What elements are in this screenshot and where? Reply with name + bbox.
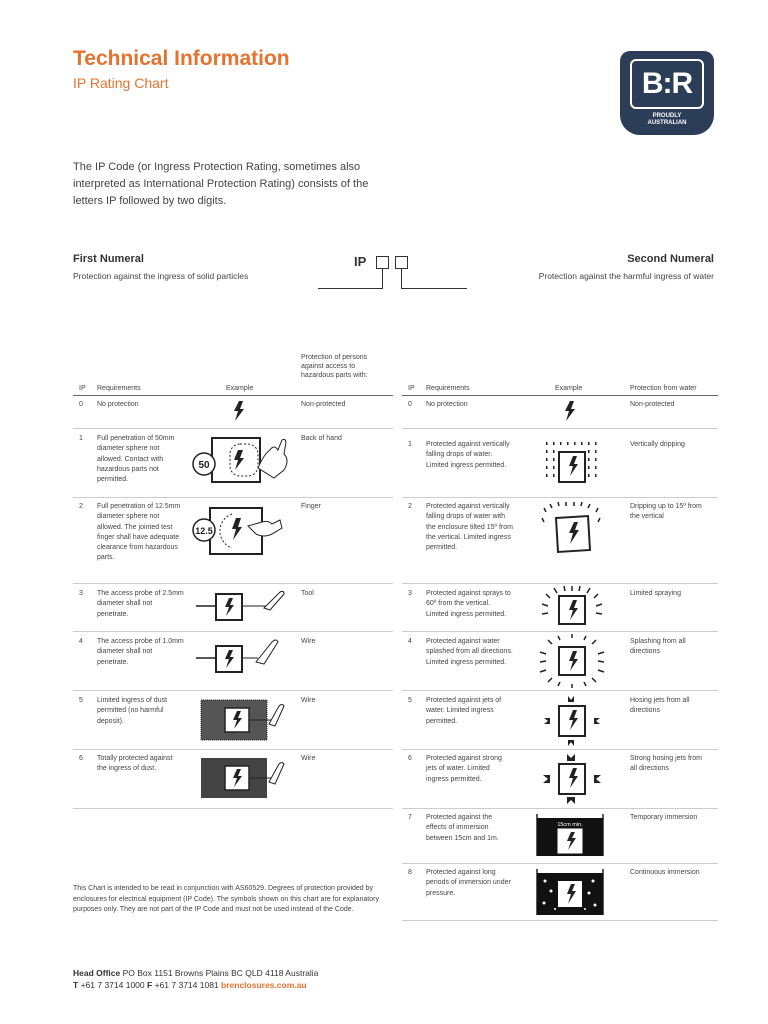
phone-number: +61 7 3714 1000 [80, 980, 145, 990]
right-row-0-ip: 0 [408, 401, 412, 408]
right-col-example-header: Example [555, 385, 583, 392]
right-row-3-ip: 3 [408, 590, 412, 597]
finger-12-5mm-probe-icon [192, 502, 292, 562]
left-row-divider [73, 428, 393, 429]
left-row-2-protection: Finger [301, 503, 321, 510]
left-row-0-ip: 0 [79, 401, 83, 408]
second-numeral-heading: Second Numeral [627, 253, 714, 265]
sphere-50-label: 50 [198, 460, 210, 471]
logo-mark: B:R [641, 67, 693, 100]
left-row-5-requirements: Limited ingress of dust permitted (no harmful deposit). [97, 697, 168, 725]
right-row-3-protection: Limited spraying [630, 590, 681, 597]
right-col-requirements-header: Requirements [426, 385, 470, 392]
right-row-8-ip: 8 [408, 869, 412, 876]
hazard-bolt-icon [232, 401, 246, 421]
right-row-8-protection: Continuous immersion [630, 869, 700, 876]
page-title: Technical Information [73, 47, 290, 70]
left-row-divider [73, 583, 393, 584]
second-numeral-subheading: Protection against the harmful ingress of water [538, 271, 714, 281]
right-row-divider [402, 863, 718, 864]
left-row-divider [73, 631, 393, 632]
logo-tagline-line1: PROUDLY [652, 113, 682, 119]
right-col-protection-header: Protection from water [630, 385, 697, 392]
right-row-divider [402, 631, 718, 632]
ip-connector-left-h [318, 288, 383, 289]
right-row-divider [402, 497, 718, 498]
left-row-1-ip: 1 [79, 435, 83, 442]
logo-tagline-line2: AUSTRALIAN [647, 120, 687, 126]
right-row-4-requirements: Protected against water splashed from all directions. Limited ingress permitted. [426, 638, 513, 666]
left-row-2-ip: 2 [79, 503, 83, 510]
company-logo [620, 51, 714, 135]
right-row-6-protection: Strong hosing jets from all directions [630, 755, 702, 773]
right-row-5-requirements: Protected against jets of water. Limited ingress permitted. [426, 697, 502, 725]
right-row-7-protection: Temporary immersion [630, 814, 698, 821]
right-row-4-ip: 4 [408, 638, 412, 645]
website-link[interactable]: brenclosures.com.au [221, 980, 307, 990]
first-numeral-subheading: Protection against the ingress of solid particles [73, 271, 249, 281]
left-row-5-ip: 5 [79, 697, 83, 704]
vertical-drip-icon [544, 440, 604, 486]
right-row-5-protection: Hosing jets from all directions [630, 697, 690, 715]
head-office-label: Head Office [73, 968, 121, 978]
immersion-depth-label: 15cm min. [557, 822, 583, 828]
disclaimer-text: This Chart is intended to be read in conjunction with AS60529. Degrees of protection provided by enclosures for electrical equipment (IP Code). The symbols shown on this chart are for explanatory purposes only. They are not part of the IP Code and must not be used instead of the Code. [73, 885, 379, 913]
page-subtitle: IP Rating Chart [73, 75, 169, 91]
left-header-rule [73, 395, 393, 396]
phone-label: T [73, 980, 79, 990]
right-row-1-ip: 1 [408, 441, 412, 448]
fax-number: +61 7 3714 1081 [154, 980, 219, 990]
left-row-divider [73, 690, 393, 691]
ip-second-digit-box [395, 256, 408, 269]
temporary-immersion-icon [535, 812, 605, 858]
right-row-divider [402, 749, 718, 750]
tool-probe-icon [196, 586, 296, 626]
right-row-2-requirements: Protected against vertically falling drops of water with the enclosure tilted 15º from the vertical. Limited ingress permitted. [426, 503, 513, 552]
footer-address-line [73, 968, 318, 978]
left-col-ip-header: IP [79, 385, 86, 392]
right-row-2-ip: 2 [408, 503, 412, 510]
left-row-3-ip: 3 [79, 590, 83, 597]
footer-contact-line [73, 980, 307, 990]
right-row-2-protection: Dripping up to 15º from the vertical [630, 503, 702, 521]
right-header-rule [402, 395, 718, 396]
ip-connector-right [401, 269, 402, 288]
first-numeral-heading: First Numeral [73, 253, 144, 265]
dust-tight-icon [199, 754, 299, 802]
right-row-4-protection: Splashing from all directions [630, 638, 686, 656]
right-row-8-requirements: Protected against long periods of immersion under pressure. [426, 869, 511, 897]
dust-protected-icon [199, 696, 299, 744]
left-row-4-requirements: The access probe of 1.0mm diameter shall not penetrate. [97, 638, 184, 666]
wire-probe-icon [196, 634, 296, 684]
left-col-example-header: Example [226, 385, 254, 392]
left-row-3-requirements: The access probe of 2.5mm diameter shall not penetrate. [97, 590, 184, 618]
left-row-4-protection: Wire [301, 638, 316, 645]
right-row-3-requirements: Protected against sprays to 60º from the vertical. Limited ingress permitted. [426, 590, 511, 618]
left-row-6-protection: Wire [301, 755, 316, 762]
left-row-divider [73, 808, 393, 809]
right-row-6-ip: 6 [408, 755, 412, 762]
logo-tagline [620, 113, 714, 127]
left-row-2-requirements: Full penetration of 12.5mm diameter sphere not allowed. The jointed test finger shall have adequate clearance from hazardous parts. [97, 503, 181, 562]
left-row-6-requirements: Totally protected against the ingress of dust. [97, 755, 173, 773]
left-row-5-protection: Wire [301, 697, 316, 704]
left-row-1-requirements: Full penetration of 50mm diameter sphere not allowed. Contact with hazardous parts not permitted. [97, 435, 175, 484]
continuous-immersion-icon [535, 867, 605, 917]
right-row-divider [402, 808, 718, 809]
logo-frame [630, 59, 704, 109]
tilted-drip-icon [540, 502, 604, 556]
ip-code-label: IP [354, 254, 367, 269]
left-row-0-requirements: No protection [97, 401, 139, 408]
right-row-divider [402, 428, 718, 429]
left-col-protection-header: Protection of persons against access to hazardous parts with: [301, 354, 368, 379]
strong-jet-icon [540, 752, 604, 806]
left-row-divider [73, 497, 393, 498]
right-col-ip-header: IP [408, 385, 415, 392]
ip-connector-left [382, 269, 383, 288]
postal-address: PO Box 1151 Browns Plains BC QLD 4118 Australia [122, 968, 319, 978]
left-row-divider [73, 749, 393, 750]
right-row-0-requirements: No protection [426, 401, 468, 408]
hazard-bolt-icon [563, 401, 577, 421]
left-col-requirements-header: Requirements [97, 385, 141, 392]
fax-label: F [147, 980, 153, 990]
jet-icon [540, 694, 604, 748]
splash-icon [538, 634, 606, 688]
left-row-6-ip: 6 [79, 755, 83, 762]
sphere-12-5-label: 12.5 [195, 526, 213, 536]
right-row-5-ip: 5 [408, 697, 412, 704]
sphere-50mm-probe-icon [192, 432, 292, 490]
left-row-1-protection: Back of hand [301, 435, 342, 442]
ip-connector-right-h [401, 288, 467, 289]
right-row-1-requirements: Protected against vertically falling drops of water. Limited ingress permitted. [426, 441, 510, 469]
right-row-divider [402, 920, 718, 921]
right-row-0-protection: Non-protected [630, 401, 675, 408]
right-row-1-protection: Vertically dripping [630, 441, 685, 448]
right-row-7-ip: 7 [408, 814, 412, 821]
left-row-0-protection: Non-protected [301, 401, 346, 408]
left-row-3-protection: Tool [301, 590, 314, 597]
left-row-4-ip: 4 [79, 638, 83, 645]
ip-first-digit-box [376, 256, 389, 269]
spray-icon [540, 586, 604, 628]
right-row-7-requirements: Protected against the effects of immersion between 15cm and 1m. [426, 814, 499, 842]
right-row-divider [402, 690, 718, 691]
right-row-divider [402, 583, 718, 584]
right-row-6-requirements: Protected against strong jets of water. Limited ingress permitted. [426, 755, 502, 783]
intro-paragraph: The IP Code (or Ingress Protection Rating, sometimes also interpreted as International Protection Rating) consists of the letters IP followed by two digits. [73, 161, 369, 207]
